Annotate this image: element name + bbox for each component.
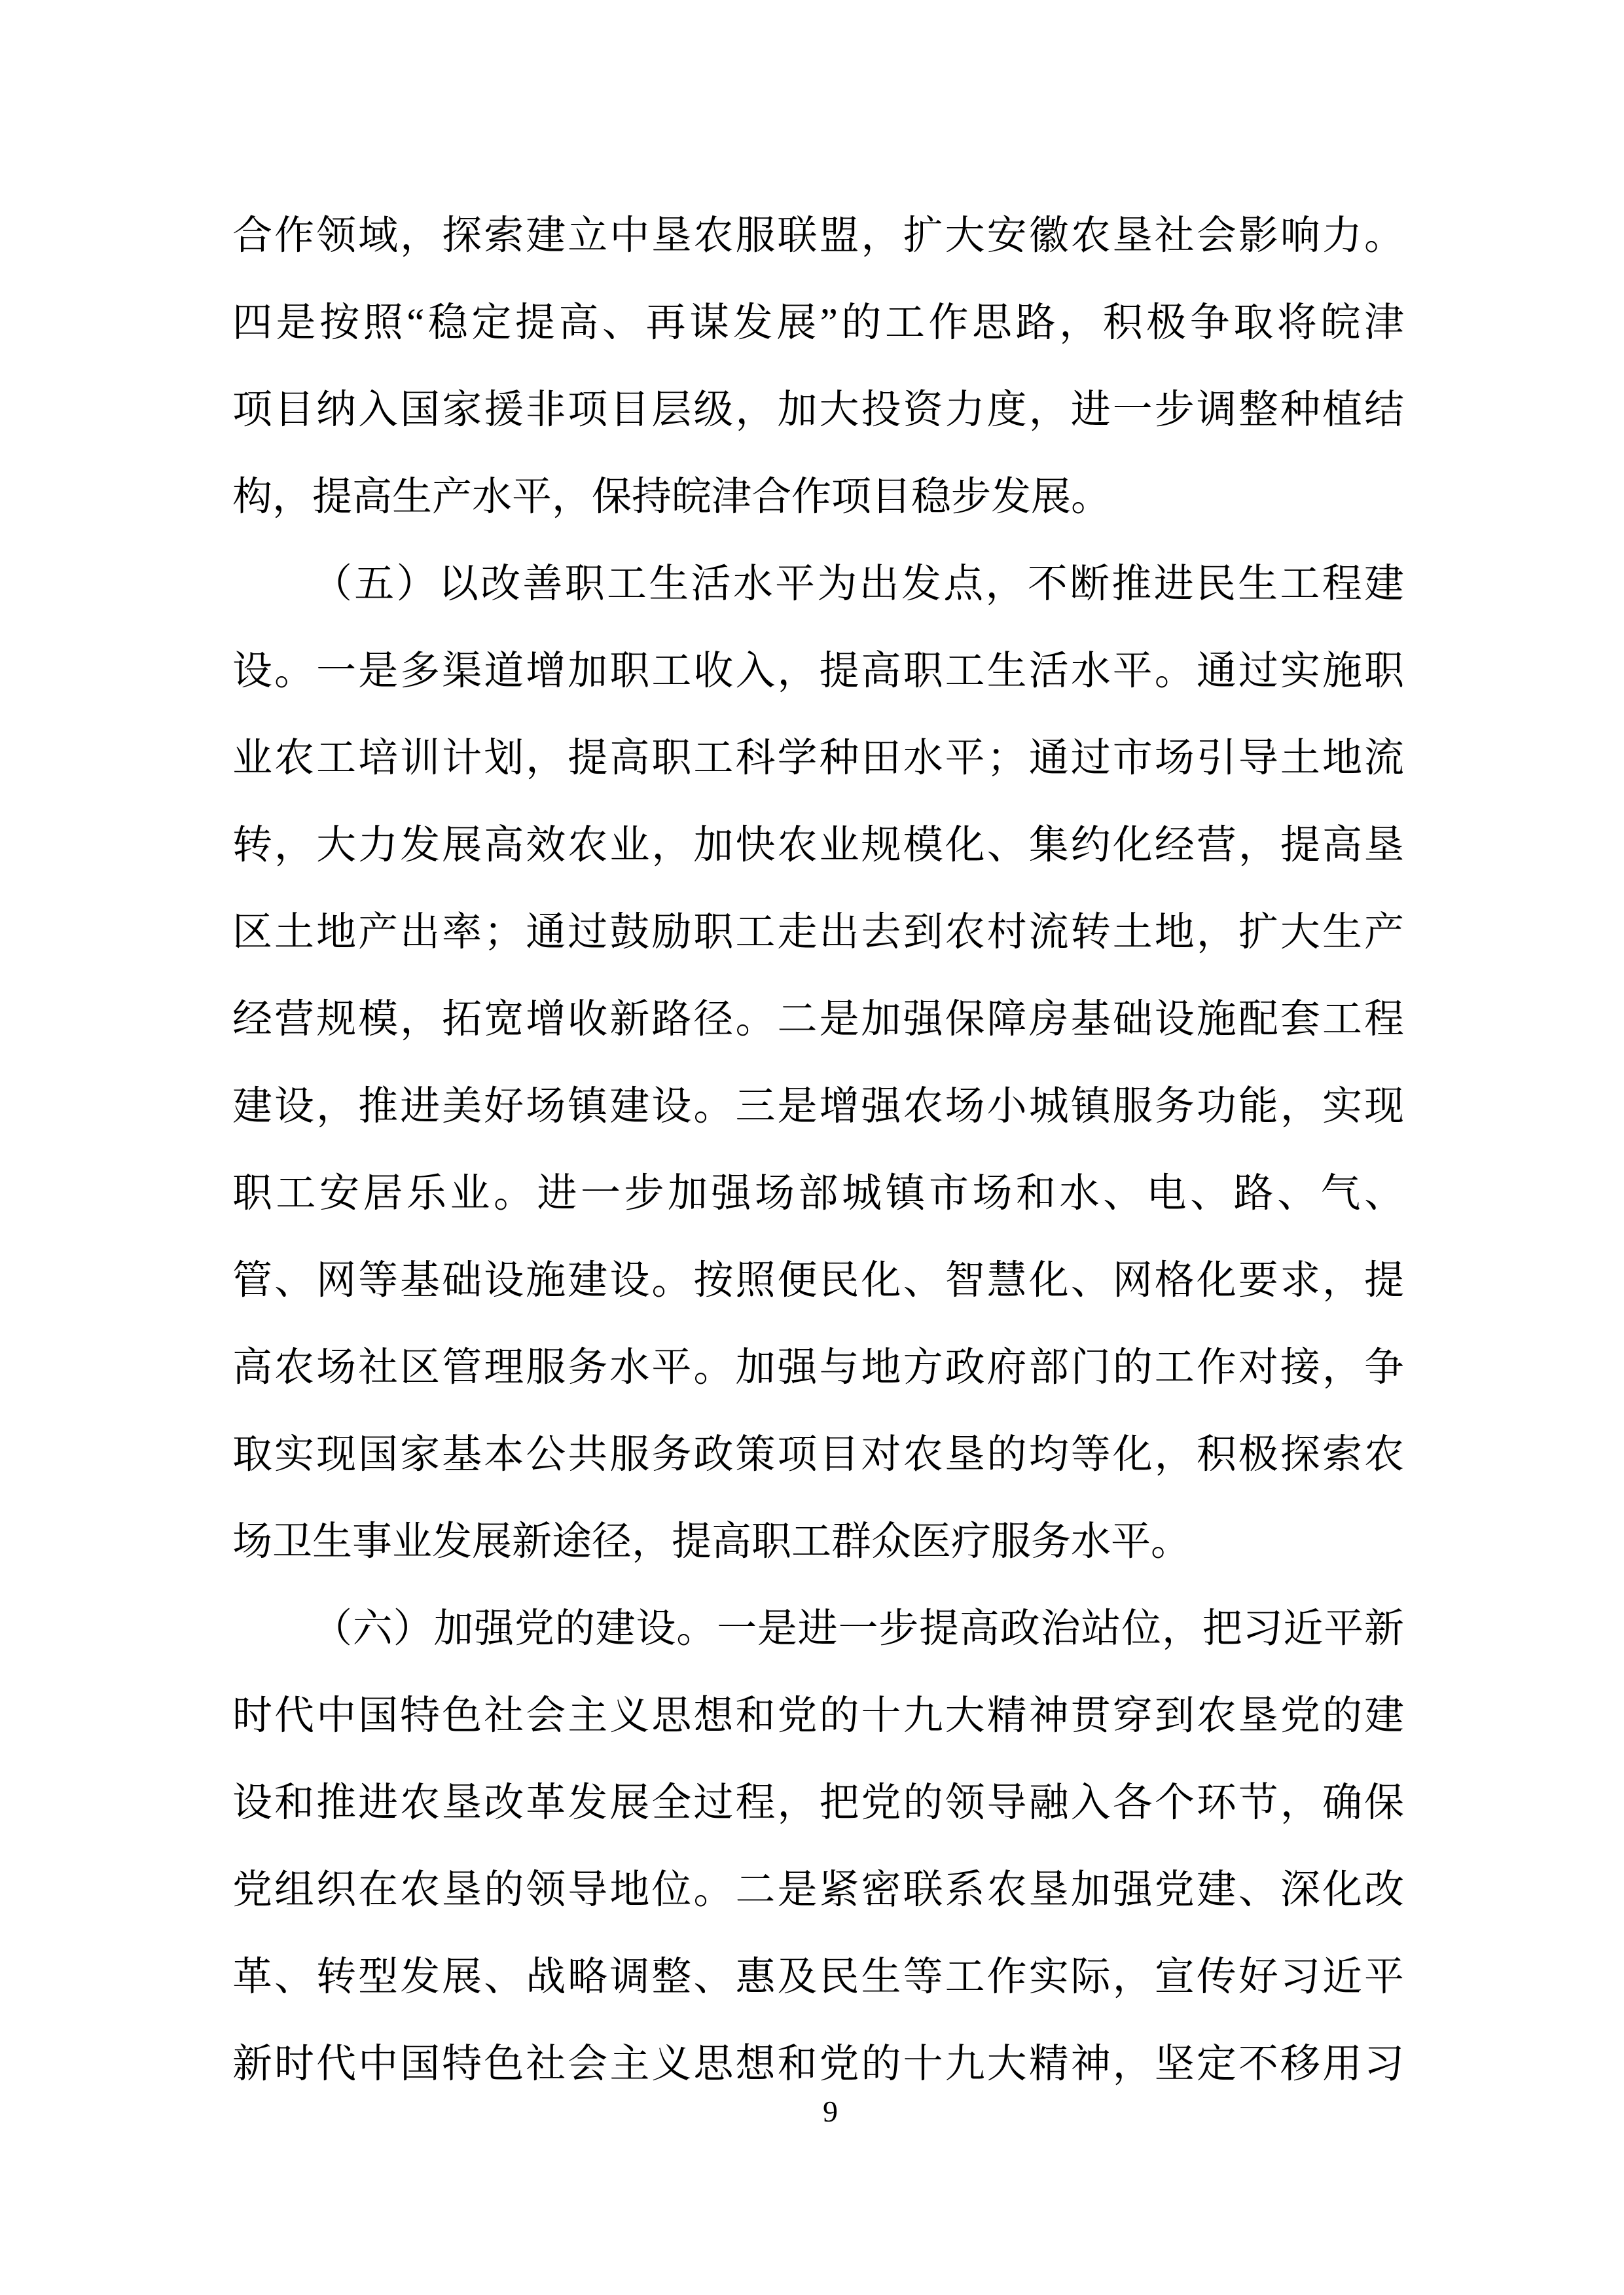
text-line: 转，大力发展高效农业，加快农业规模化、集约化经营，提高垦: [232, 823, 1404, 867]
document-body: [232, 192, 1404, 2108]
text-line: 革、转型发展、战略调整、惠及民生等工作实际，宣传好习近平: [232, 1955, 1404, 1999]
text-line: 管、网等基础设施建设。按照便民化、智慧化、网格化要求，提: [232, 1259, 1404, 1303]
text-line: 四是按照“稳定提高、再谋发展”的工作思路，积极争取将皖津: [232, 301, 1404, 345]
text-line: 职工安居乐业。进一步加强场部城镇市场和水、电、路、气、: [232, 1172, 1404, 1216]
text-line: 设。一是多渠道增加职工收入，提高职工生活水平。通过实施职: [232, 649, 1404, 693]
text-line: 党组织在农垦的领导地位。二是紧密联系农垦加强党建、深化改: [232, 1868, 1404, 1912]
text-line: 合作领域，探索建立中垦农服联盟，扩大安徽农垦社会影响力。: [232, 214, 1404, 258]
text-line: 项目纳入国家援非项目层级，加大投资力度，进一步调整种植结: [232, 388, 1404, 432]
text-line: （五）以改善职工生活水平为出发点，不断推进民生工程建: [312, 562, 1404, 606]
text-line: 场卫生事业发展新途径，提高职工群众医疗服务水平。: [232, 1520, 1191, 1564]
text-line: 构，提高生产水平，保持皖津合作项目稳步发展。: [232, 475, 1111, 519]
page-number: 9: [823, 2095, 838, 2128]
text-line: 高农场社区管理服务水平。加强与地方政府部门的工作对接，争: [232, 1346, 1404, 1390]
text-line: 设和推进农垦改革发展全过程，把党的领导融入各个环节，确保: [232, 1781, 1404, 1825]
text-line: 时代中国特色社会主义思想和党的十九大精神贯穿到农垦党的建: [232, 1694, 1404, 1738]
text-line: 经营规模，拓宽增收新路径。二是加强保障房基础设施配套工程: [232, 998, 1404, 1041]
text-line: 业农工培训计划，提高职工科学种田水平；通过市场引导土地流: [232, 736, 1404, 780]
text-line: 建设，推进美好场镇建设。三是增强农场小城镇服务功能，实现: [232, 1085, 1404, 1129]
text-line: （六）加强党的建设。一是进一步提高政治站位，把习近平新: [312, 1607, 1404, 1651]
text-line: 取实现国家基本公共服务政策项目对农垦的均等化，积极探索农: [232, 1433, 1404, 1477]
text-line: 区土地产出率；通过鼓励职工走出去到农村流转土地，扩大生产: [232, 911, 1404, 954]
text-line: 新时代中国特色社会主义思想和党的十九大精神，坚定不移用习: [232, 2042, 1404, 2086]
